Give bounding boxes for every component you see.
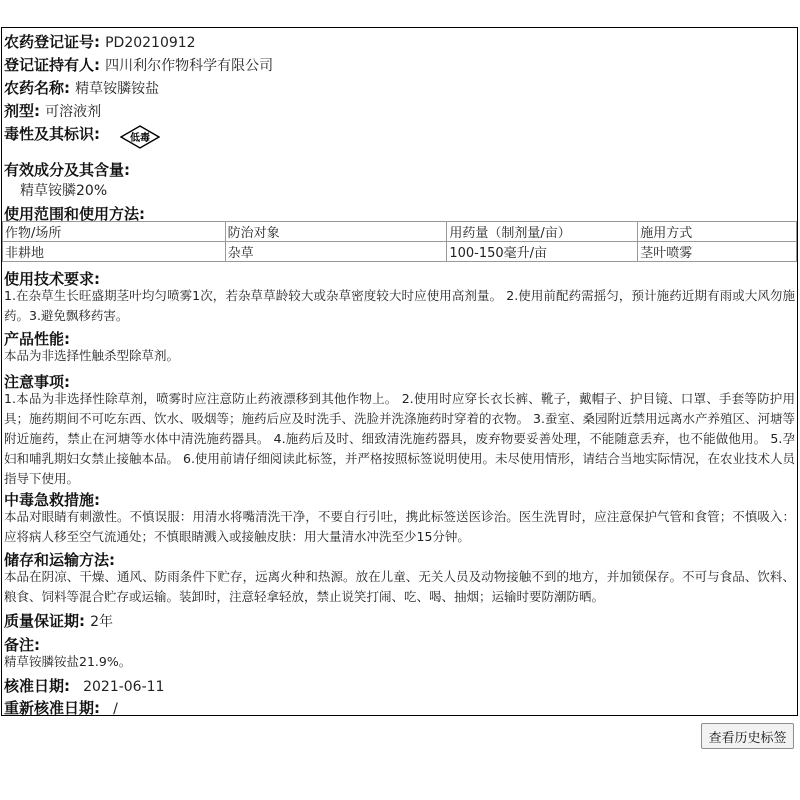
pesticide-name-label: 农药名称: bbox=[4, 79, 70, 97]
first-aid-label: 中毒急救措施: bbox=[4, 491, 100, 509]
toxicity-badge-text: 低毒 bbox=[130, 133, 150, 144]
reapproval-date-value: / bbox=[113, 701, 118, 716]
registration-label: 农药登记证号: bbox=[4, 33, 100, 51]
usage-cell-target: 杂草 bbox=[225, 242, 447, 262]
active-ingredient-row bbox=[20, 180, 107, 200]
formulation-row bbox=[4, 100, 101, 121]
usage-header-crop: 作物/场所 bbox=[3, 222, 226, 242]
formulation-label: 剂型: bbox=[4, 102, 40, 120]
storage-label: 储存和运输方法: bbox=[4, 551, 115, 569]
registration-value: PD20210912 bbox=[105, 35, 196, 51]
pesticide-name-value: 精草铵膦铵盐 bbox=[75, 81, 160, 97]
reapproval-date-row bbox=[4, 697, 118, 716]
registration-row bbox=[4, 31, 196, 52]
active-ingredient-heading bbox=[4, 159, 130, 180]
performance-label: 产品性能: bbox=[4, 330, 70, 348]
usage-header-dosage: 用药量（制剂量/亩） bbox=[447, 222, 638, 242]
usage-cell-method: 茎叶喷雾 bbox=[638, 242, 797, 262]
precautions-text: 1.本品为非选择性除草剂，喷雾时应注意防止药液漂移到其他作物上。 2.使用时应穿长衣长裤、靴子，戴帽子、护目镜、口罩、手套等防护用具；施药期间不可吃东西、饮水、吸烟等；施药后应及时洗手、洗脸并洗涤施药时穿着的衣物。 3.蚕室、桑园附近禁用远离水产养殖区、河塘等附近施药，禁止在河塘等水体中清洗施药器具。 4.施药后及时、细致清洗施药器具，废弃物要妥善处理，不能随意丢弃，也不能做他用。 5.孕妇和哺乳期妇女禁止接触本品。 6.使用前请仔细阅读此标签，并严格按照标签说明使用。未尽使用情形，请结合当地实际情况，在农业技术人员指导下使用。 bbox=[4, 391, 795, 486]
shelf-life-value: 2年 bbox=[90, 614, 114, 630]
approval-date-row bbox=[4, 675, 164, 696]
precautions-label: 注意事项: bbox=[4, 373, 70, 391]
active-ingredient-value: 精草铵膦20% bbox=[20, 183, 108, 199]
shelf-life-row bbox=[4, 610, 113, 631]
active-ingredient-label: 有效成分及其含量: bbox=[4, 161, 130, 179]
performance-text: 本品为非选择性触杀型除草剂。 bbox=[4, 348, 180, 363]
formulation-value: 可溶液剂 bbox=[45, 104, 102, 120]
table-row bbox=[3, 242, 797, 262]
toxicity-label: 毒性及其标识: bbox=[4, 125, 100, 143]
usage-label: 使用范围和使用方法: bbox=[4, 205, 145, 223]
usage-table bbox=[2, 221, 797, 262]
shelf-life-label: 质量保证期: bbox=[4, 612, 85, 630]
holder-value: 四川利尔作物科学有限公司 bbox=[105, 58, 274, 74]
approval-date-value: 2021-06-11 bbox=[83, 679, 165, 695]
usage-header-target: 防治对象 bbox=[225, 222, 447, 242]
usage-header-method: 施用方式 bbox=[638, 222, 797, 242]
holder-row bbox=[4, 54, 273, 75]
usage-cell-crop: 非耕地 bbox=[3, 242, 226, 262]
first-aid-text: 本品对眼睛有刺激性。不慎误服：用清水将嘴清洗干净，不要自行引吐，携此标签送医诊治。医生洗胃时，应注意保护气管和食管；不慎吸入：应将病人移至空气流通处；不慎眼睛溅入或接触皮肤：用大量清水冲洗至少15分钟。 bbox=[4, 509, 795, 544]
remarks-label: 备注: bbox=[4, 636, 40, 654]
technical-requirements-text: 1.在杂草生长旺盛期茎叶均匀喷雾1次，若杂草草龄较大或杂草密度较大时应使用高剂量。 2.使用前配药需摇匀，预计施药近期有雨或大风勿施药。3.避免飘移药害。 bbox=[4, 288, 795, 323]
label-info-panel bbox=[1, 27, 798, 716]
approval-date-label: 核准日期: bbox=[4, 677, 70, 695]
toxicity-row bbox=[4, 123, 100, 144]
view-history-labels-button[interactable]: 查看历史标签 bbox=[701, 723, 794, 749]
technical-requirements-label: 使用技术要求: bbox=[4, 270, 100, 288]
storage-text: 本品在阴凉、干燥、通风、防雨条件下贮存，远离火种和热源。放在儿童、无关人员及动物接触不到的地方，并加锁保存。不可与食品、饮料、粮食、饲料等混合贮存或运输。装卸时，注意轻拿轻放，禁止说笑打闹、吃、喝、抽烟；运输时要防潮防晒。 bbox=[4, 569, 795, 604]
usage-cell-dosage: 100-150毫升/亩 bbox=[447, 242, 638, 262]
usage-table-header bbox=[3, 222, 797, 242]
pesticide-name-row bbox=[4, 77, 159, 98]
holder-label: 登记证持有人: bbox=[4, 56, 100, 74]
reapproval-date-label: 重新核准日期: bbox=[4, 699, 100, 716]
remarks-text: 精草铵膦铵盐21.9%。 bbox=[4, 654, 132, 669]
low-toxicity-diamond-icon bbox=[120, 125, 160, 149]
